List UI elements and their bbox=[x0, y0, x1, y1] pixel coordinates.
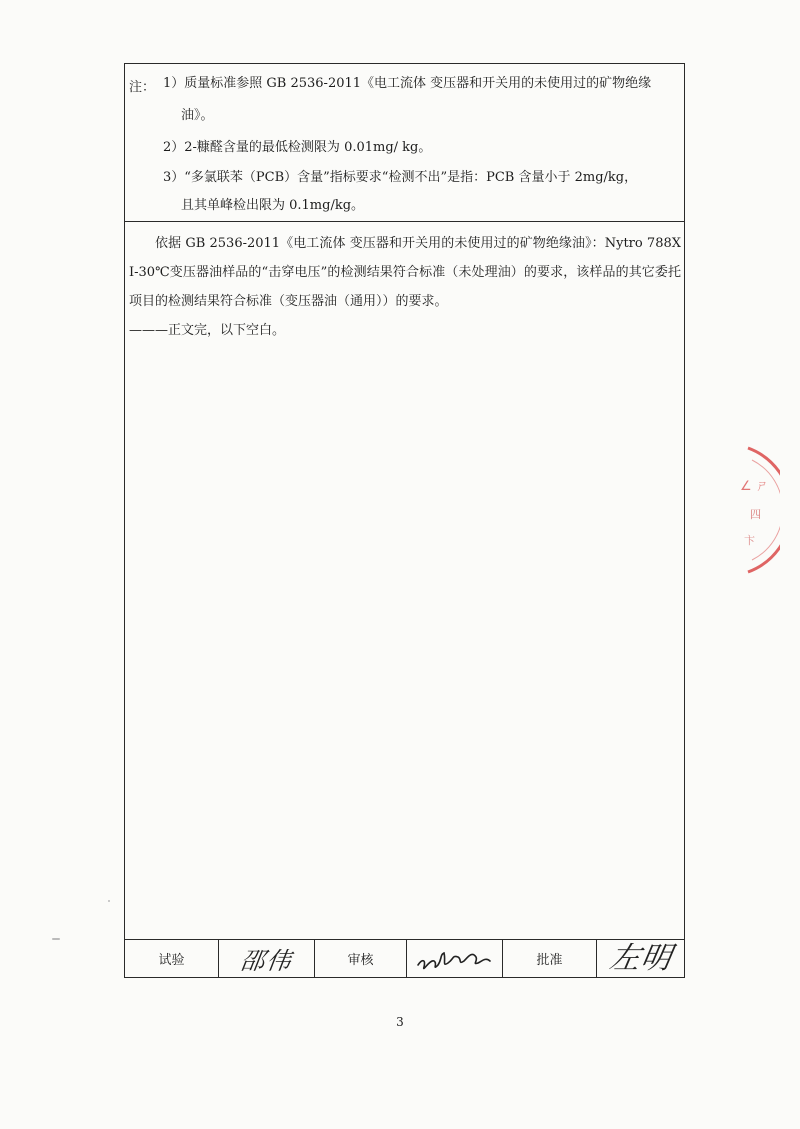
svg-text:四: 四 bbox=[750, 508, 761, 521]
note-3-line-2: 且其单峰检出限为 0.1mg/kg。 bbox=[181, 198, 365, 213]
test-label-cell bbox=[125, 940, 219, 977]
conclusion-section bbox=[129, 229, 681, 345]
approve-signature: 左明 bbox=[606, 940, 675, 976]
note-1-line-2: 油》。 bbox=[181, 108, 214, 123]
page-number: 3 bbox=[396, 1015, 404, 1029]
scan-speck bbox=[108, 900, 110, 902]
test-label: 试验 bbox=[158, 953, 185, 968]
review-label: 审核 bbox=[347, 953, 374, 968]
note-3-line-1: 3）“多氯联苯（PCB）含量”指标要求“检测不出”是指：PCB 含量小于 2mg/kg， bbox=[163, 170, 638, 185]
seal-stamp-icon bbox=[700, 440, 780, 580]
test-signature: 邵伟 bbox=[238, 947, 295, 975]
review-signature-cell bbox=[407, 940, 503, 977]
note-item-3 bbox=[163, 162, 683, 222]
note-1-line-1: 1）质量标准参照 GB 2536-2011《电工流体 变压器和开关用的未使用过的矿物绝缘 bbox=[163, 76, 652, 91]
notes-section bbox=[125, 64, 684, 222]
report-frame bbox=[124, 63, 685, 978]
approve-label-cell bbox=[503, 940, 597, 977]
notes-prefix: 注： bbox=[129, 80, 156, 95]
approve-label: 批准 bbox=[536, 953, 563, 968]
test-signature-cell bbox=[219, 940, 315, 977]
svg-text:卞: 卞 bbox=[744, 534, 755, 547]
review-label-cell bbox=[315, 940, 407, 977]
note-2-line-1: 2）2-糠醛含量的最低检测限为 0.01mg/ kg。 bbox=[163, 140, 432, 155]
conclusion-text: 依据 GB 2536-2011《电工流体 变压器和开关用的未使用过的矿物绝缘油》：Nytro 788X I-30℃变压器油样品的“击穿电压”的检测结果符合标准（未处理油）的要求，该样品的其它委托项目的检测结果符合标准（变压器油（通用））的要求。 bbox=[129, 236, 681, 309]
approve-signature-cell bbox=[597, 940, 684, 977]
note-item-2 bbox=[163, 132, 683, 164]
svg-text:∠ ㄕ: ∠ ㄕ bbox=[740, 479, 769, 494]
note-item-1 bbox=[163, 68, 683, 132]
scan-speck bbox=[52, 938, 60, 940]
end-of-text-note: ———正文完，以下空白。 bbox=[129, 323, 286, 338]
signature-row bbox=[125, 939, 684, 977]
review-signature bbox=[412, 943, 498, 975]
